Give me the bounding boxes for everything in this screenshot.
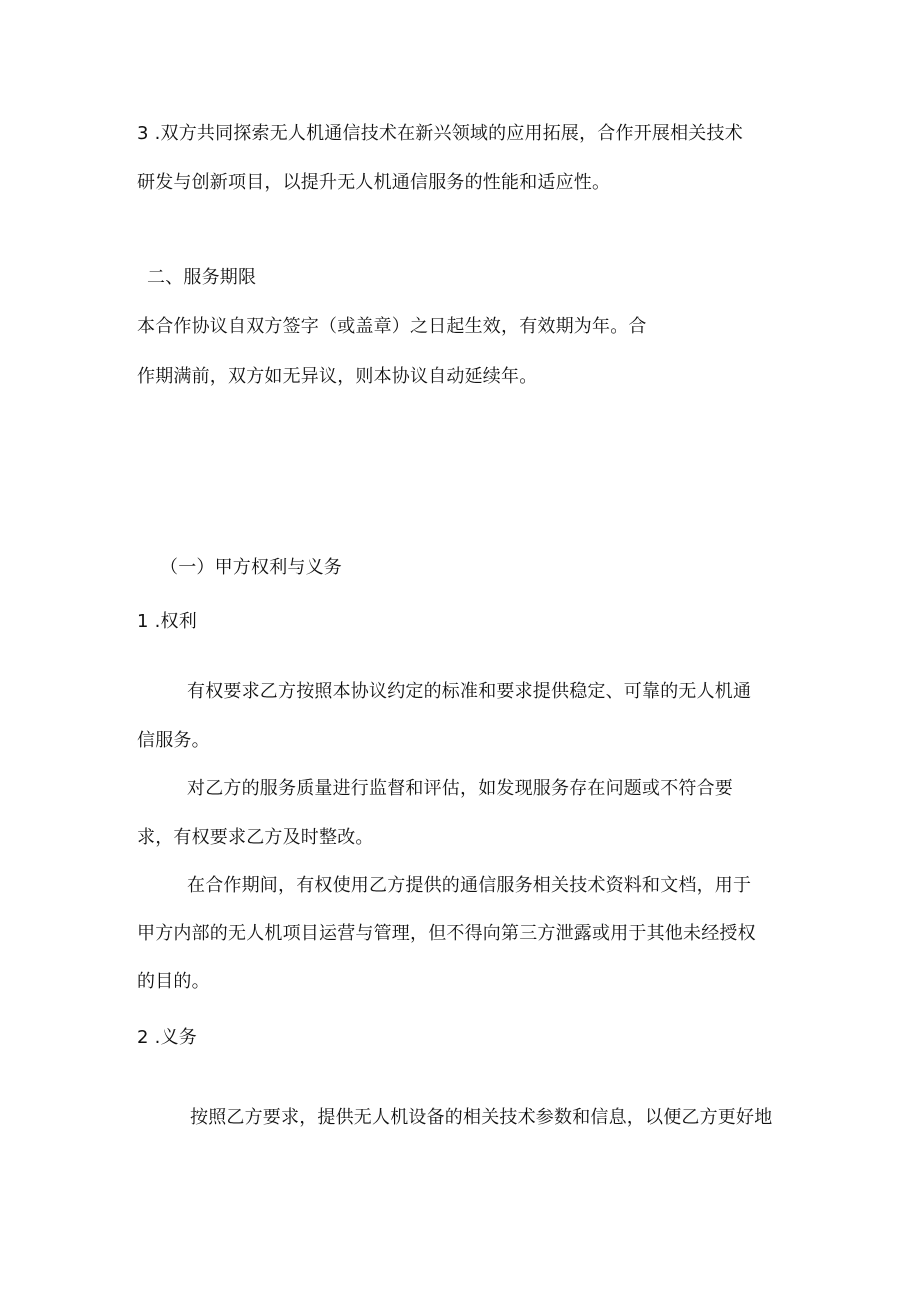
rights-p2-line-2: 求，有权要求乙方及时整改。 [137, 827, 374, 848]
rights-p1-line-2: 信服务。 [137, 730, 210, 751]
rights-p2-line-1: 对乙方的服务质量进行监督和评估，如发现服务存在问题或不符合要 [187, 778, 733, 799]
section-2-title: 二、服务期限 [147, 267, 257, 288]
rights-heading: 1 .权利 [137, 611, 197, 632]
party-a-title: （一）甲方权利与义务 [160, 557, 342, 578]
section-2-line-1: 本合作协议自双方签字（或盖章）之日起生效，有效期为年。合 [137, 316, 647, 337]
rights-p3-line-2: 甲方内部的无人机项目运营与管理，但不得向第三方泄露或用于其他未经授权 [137, 923, 756, 944]
duties-p1-line-1: 按照乙方要求，提供无人机设备的相关技术参数和信息，以便乙方更好地 [190, 1107, 773, 1128]
rights-p1-line-1: 有权要求乙方按照本协议约定的标准和要求提供稳定、可靠的无人机通 [187, 681, 752, 702]
duties-heading: 2 .义务 [137, 1027, 197, 1048]
rights-p3-line-3: 的目的。 [137, 971, 210, 992]
rights-p3-line-1: 在合作期间，有权使用乙方提供的通信服务相关技术资料和文档，用于 [187, 875, 752, 896]
item-3-line-1: 3 .双方共同探索无人机通信技术在新兴领域的应用拓展，合作开展相关技术 [137, 123, 743, 144]
section-2-line-2: 作期满前，双方如无异议，则本协议自动延续年。 [137, 366, 538, 387]
item-3-line-2: 研发与创新项目，以提升无人机通信服务的性能和适应性。 [137, 172, 611, 193]
